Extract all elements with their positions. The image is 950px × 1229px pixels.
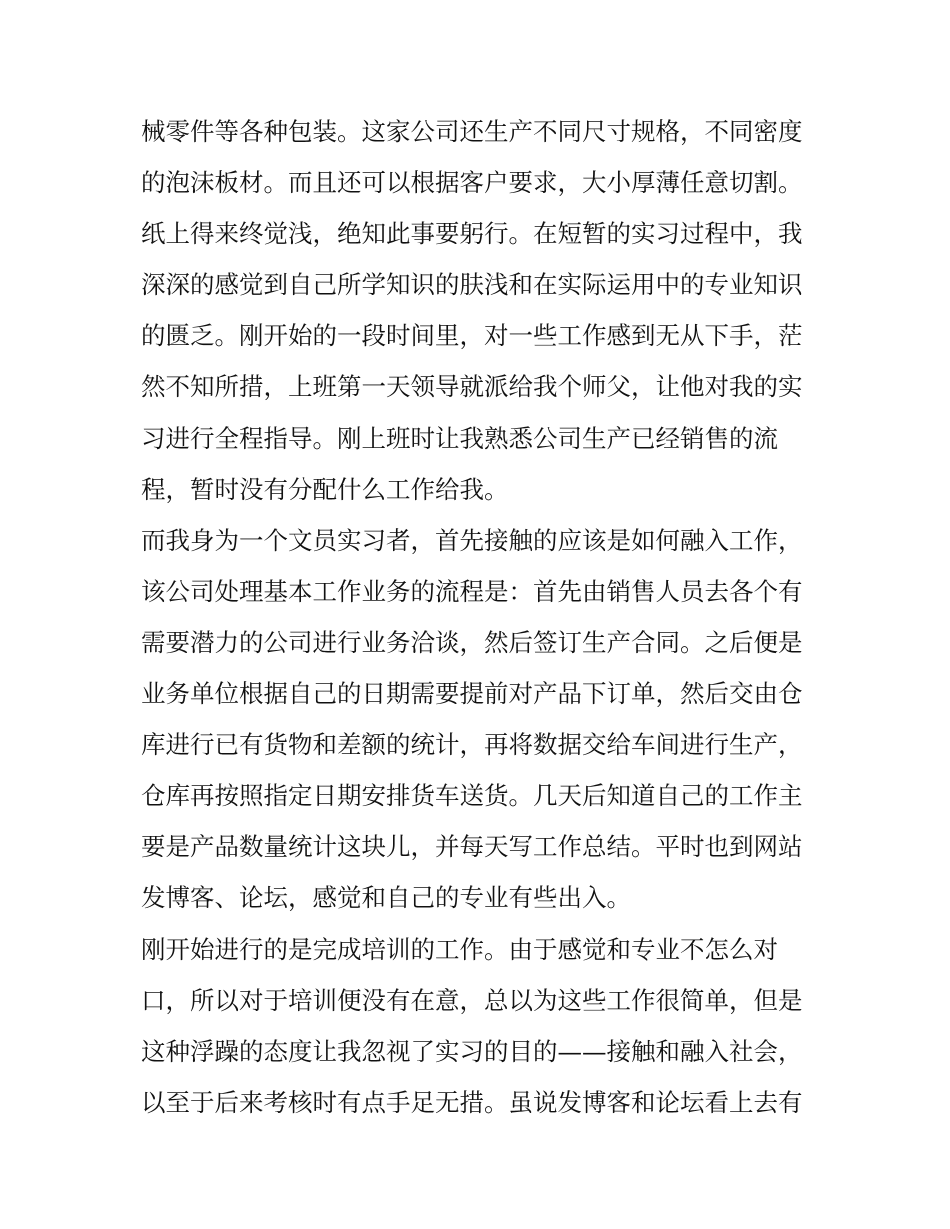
text-line-9: 而我身为一个文员实习者，首先接触的应该是如何融入工作， xyxy=(141,525,803,555)
text-line-15: 要是产品数量统计这块儿，并每天写工作总结。平时也到网站 xyxy=(141,832,803,862)
text-line-12: 业务单位根据自己的日期需要提前对产品下订单，然后交由仓 xyxy=(141,679,803,709)
text-line-16: 发博客、论坛，感觉和自己的专业有些出入。 xyxy=(141,883,631,913)
text-line-5: 的匮乏。刚开始的一段时间里，对一些工作感到无从下手，茫 xyxy=(141,321,803,351)
text-line-6: 然不知所措，上班第一天领导就派给我个师父，让他对我的实 xyxy=(141,372,803,402)
text-line-2: 的泡沫板材。而且还可以根据客户要求，大小厚薄任意切割。 xyxy=(141,168,803,198)
text-line-1: 械零件等各种包装。这家公司还生产不同尺寸规格，不同密度 xyxy=(141,117,803,146)
text-line-20: 以至于后来考核时有点手足无措。虽说发博客和论坛看上去有 xyxy=(141,1087,803,1117)
text-line-11: 需要潜力的公司进行业务洽谈，然后签订生产合同。之后便是 xyxy=(141,627,803,657)
text-line-7: 习进行全程指导。刚上班时让我熟悉公司生产已经销售的流 xyxy=(141,423,778,453)
text-line-8: 程，暂时没有分配什么工作给我。 xyxy=(141,474,509,504)
text-line-4: 深深的感觉到自己所学知识的肤浅和在实际运用中的专业知识 xyxy=(141,270,803,300)
body-text xyxy=(141,106,821,1128)
text-line-17: 刚开始进行的是完成培训的工作。由于感觉和专业不怎么对 xyxy=(141,934,778,964)
text-line-13: 库进行已有货物和差额的统计，再将数据交给车间进行生产， xyxy=(141,730,803,760)
text-line-3: 纸上得来终觉浅，绝知此事要躬行。在短暂的实习过程中，我 xyxy=(141,219,803,249)
text-line-18: 口，所以对于培训便没有在意，总以为这些工作很简单，但是 xyxy=(141,985,803,1015)
text-line-10: 该公司处理基本工作业务的流程是：首先由销售人员去各个有 xyxy=(141,576,803,606)
text-line-19: 这种浮躁的态度让我忽视了实习的目的——接触和融入社会， xyxy=(141,1036,803,1066)
text-line-14: 仓库再按照指定日期安排货车送货。几天后知道自己的工作主 xyxy=(141,781,803,811)
